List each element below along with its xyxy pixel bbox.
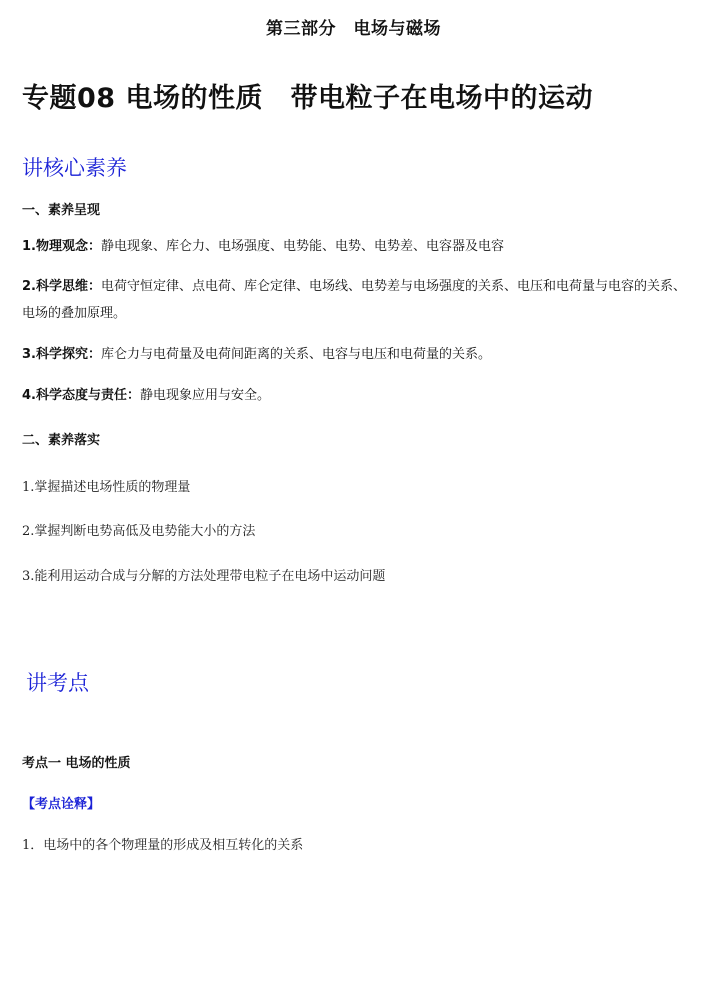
- topic-title: 专题08 电场的性质 带电粒子在电场中的运动: [22, 83, 593, 114]
- literacy-item-text: 静电现象、库仑力、电场强度、电势能、电势、电势差、电容器及电容: [100, 239, 504, 254]
- section2-title: 二、素养落实: [22, 433, 101, 448]
- literacy-item-label: 1.物理观念：: [22, 239, 101, 254]
- exam-point-first-item: 1．电场中的各个物理量的形成及相互转化的关系: [22, 838, 304, 853]
- literacy-item-physics-concept: [22, 233, 504, 260]
- core-literacy-heading: 讲核心素养: [22, 156, 127, 180]
- literacy-item-text: 静电现象应用与安全。: [139, 388, 270, 403]
- literacy-item-label: 3.科学探究：: [22, 347, 101, 362]
- literacy-item-scientific-inquiry: [22, 341, 491, 368]
- literacy-item-text: 库仑力与电荷量及电荷间距离的关系、电容与电压和电荷量的关系。: [100, 347, 491, 362]
- literacy-item-attitude-responsibility: [22, 382, 270, 409]
- goal-item-2: 2.掌握判断电势高低及电势能大小的方法: [22, 524, 256, 539]
- goal-item-1: 1.掌握描述电场性质的物理量: [22, 480, 191, 495]
- part-title: 第三部分 电场与磁场: [266, 19, 441, 39]
- literacy-item-label: 4.科学态度与责任：: [22, 388, 140, 403]
- goal-item-3: 3.能利用运动合成与分解的方法处理带电粒子在电场中运动问题: [22, 569, 386, 584]
- exam-point-1-title: 考点一 电场的性质: [22, 756, 131, 771]
- literacy-item-label: 2.科学思维：: [22, 279, 101, 294]
- literacy-item-scientific-thinking: [22, 273, 692, 327]
- exam-points-heading: 讲考点: [26, 671, 89, 695]
- literacy-item-text: 电荷守恒定律、点电荷、库仑定律、电场线、电势差与电场强度的关系、电压和电荷量与电容的关系、电场的叠加原理。: [22, 279, 686, 321]
- exam-point-tag: 【考点诠释】: [22, 797, 101, 812]
- section1-title: 一、素养呈现: [22, 203, 101, 218]
